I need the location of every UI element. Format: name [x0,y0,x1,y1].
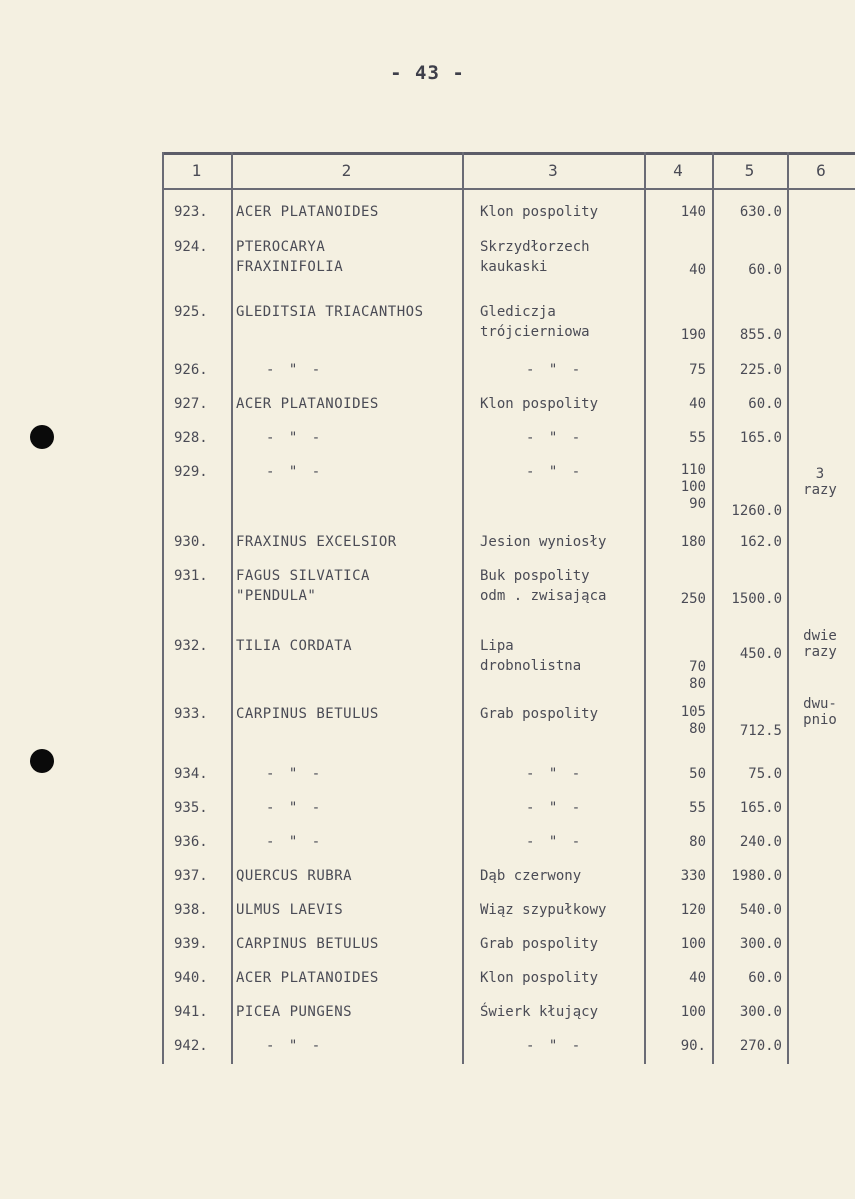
circumference [646,659,706,693]
latin-name-line: QUERCUS RUBRA [236,868,353,884]
circumference [646,1002,706,1022]
latin-name [236,934,460,954]
latin-name-line: - " - [266,430,324,446]
circumference-value: 180 [680,534,706,550]
latin-name-line: PICEA PUNGENS [236,1004,353,1020]
circumference-value: 190 [680,327,706,343]
punch-hole-top [30,425,54,449]
circumference-value: 100 [680,479,706,495]
row-number: 926. [174,362,208,378]
polish-name-line: Grab pospolity [480,706,599,722]
circumference [646,968,706,988]
circumference-value: 50 [689,766,706,782]
header-col-1: 1 [191,161,202,180]
tree-inventory-table [162,152,855,1064]
latin-name [236,636,460,656]
circumference [646,1036,706,1056]
volume: 165.0 [739,430,782,446]
polish-name-line: Glediczja [480,304,556,320]
circumference-value: 250 [680,591,706,607]
circumference-value: 90 [689,496,706,512]
remarks [792,466,848,498]
polish-name-line: - " - [526,430,584,446]
latin-name-line: GLEDITSIA TRIACANTHOS [236,304,424,320]
row-number: 941. [174,1004,208,1020]
latin-name [236,462,490,482]
remark-line: pnio [803,712,837,728]
remark-line: 3 [815,466,825,482]
row-number: 935. [174,800,208,816]
circumference [646,532,706,552]
polish-name [480,934,642,954]
polish-name [480,202,642,222]
polish-name-line: drobnolistna [480,658,582,674]
header-col-2: 2 [341,161,352,180]
column-divider [462,152,464,1064]
latin-name [236,394,460,414]
volume: 75.0 [748,766,782,782]
latin-name-line: TILIA CORDATA [236,638,353,654]
table-header-rule [162,188,855,190]
row-number: 924. [174,239,208,255]
latin-name [236,798,490,818]
row-number: 932. [174,638,208,654]
circumference-value: 90. [680,1038,706,1054]
latin-name [236,1002,460,1022]
circumference-value: 105 [680,704,706,720]
circumference-value: 80 [689,721,706,737]
polish-name [480,900,642,920]
circumference [646,900,706,920]
header-col-6: 6 [816,161,826,180]
column-divider [712,152,714,1064]
polish-name-line: Buk pospolity [480,568,590,584]
column-divider [162,152,164,1064]
row-number: 934. [174,766,208,782]
circumference-value: 140 [680,204,706,220]
latin-name [236,302,460,322]
latin-name-line: ACER PLATANOIDES [236,204,379,220]
polish-name [480,1002,642,1022]
column-divider [231,152,233,1064]
remark-line: dwu- [803,696,837,712]
polish-name-line: - " - [526,834,584,850]
row-number: 925. [174,304,208,320]
latin-name-line: ACER PLATANOIDES [236,970,379,986]
volume: 1260.0 [731,503,782,519]
polish-name-line: - " - [526,464,584,480]
polish-name-line: - " - [526,1038,584,1054]
latin-name-line: - " - [266,800,324,816]
polish-name-line: Świerk kłujący [480,1004,599,1020]
volume: 712.5 [739,723,782,739]
circumference-value: 40 [689,970,706,986]
row-number: 927. [174,396,208,412]
polish-name [480,394,642,414]
volume: 540.0 [739,902,782,918]
volume: 300.0 [739,1004,782,1020]
remark-line: razy [803,644,837,660]
latin-name [236,237,460,277]
row-number: 938. [174,902,208,918]
row-number: 937. [174,868,208,884]
latin-name [236,866,460,886]
polish-name-line: - " - [526,766,584,782]
row-number: 928. [174,430,208,446]
circumference-value: 40 [689,262,706,278]
remark-line: dwie [803,628,837,644]
polish-name [480,566,642,606]
column-divider [787,152,789,1064]
volume: 162.0 [739,534,782,550]
latin-name [236,704,460,724]
latin-name [236,900,460,920]
table-top-rule [162,152,855,155]
circumference [646,394,706,414]
latin-name [236,1036,490,1056]
latin-name-line: - " - [266,362,324,378]
circumference [646,325,706,345]
page-number: - 43 - [390,62,465,84]
latin-name-line: FRAXINUS EXCELSIOR [236,534,397,550]
volume: 450.0 [739,646,782,662]
latin-name [236,360,490,380]
polish-name-line: Jesion wyniosły [480,534,607,550]
polish-name [480,866,642,886]
volume: 270.0 [739,1038,782,1054]
row-number: 940. [174,970,208,986]
remark-line: razy [803,482,837,498]
header-col-4: 4 [673,161,683,180]
volume: 630.0 [739,204,782,220]
volume: 225.0 [739,362,782,378]
latin-name-line: PTEROCARYA [236,239,326,255]
circumference-value: 100 [680,1004,706,1020]
latin-name-line: FAGUS SILVATICA [236,568,370,584]
volume: 855.0 [739,327,782,343]
row-number: 931. [174,568,208,584]
latin-name-line: CARPINUS BETULUS [236,936,379,952]
polish-name-line: Skrzydłorzech [480,239,590,255]
circumference [646,934,706,954]
circumference [646,260,706,280]
polish-name-line: Wiąz szypułkowy [480,902,607,918]
latin-name-line: - " - [266,834,324,850]
latin-name [236,532,460,552]
header-col-3: 3 [548,161,558,180]
circumference-value: 55 [689,430,706,446]
circumference [646,202,706,222]
circumference [646,704,706,738]
volume: 1500.0 [731,591,782,607]
circumference-value: 110 [680,462,706,478]
circumference-value: 70 [689,659,706,675]
header-col-5: 5 [744,161,755,180]
circumference-value: 100 [680,936,706,952]
circumference-value: 120 [680,902,706,918]
circumference [646,798,706,818]
polish-name-line: trójcierniowa [480,324,590,340]
latin-name [236,764,490,784]
latin-name [236,832,490,852]
polish-name [480,532,642,552]
remarks [792,696,848,728]
row-number: 933. [174,706,208,722]
polish-name-line: - " - [526,800,584,816]
latin-name-line: - " - [266,464,324,480]
row-number: 930. [174,534,208,550]
circumference [646,462,706,513]
row-number: 936. [174,834,208,850]
polish-name [480,704,642,724]
circumference [646,832,706,852]
latin-name-line: CARPINUS BETULUS [236,706,379,722]
volume: 1980.0 [731,868,782,884]
latin-name-line: FRAXINIFOLIA [236,259,344,275]
row-number: 942. [174,1038,208,1054]
punch-hole-bottom [30,749,54,773]
circumference [646,866,706,886]
latin-name [236,968,460,988]
circumference-value: 80 [689,834,706,850]
polish-name-line: Klon pospolity [480,204,599,220]
row-number: 929. [174,464,208,480]
circumference [646,589,706,609]
volume: 240.0 [739,834,782,850]
row-number: 939. [174,936,208,952]
circumference [646,360,706,380]
latin-name [236,428,490,448]
latin-name-line: ACER PLATANOIDES [236,396,379,412]
circumference-value: 330 [680,868,706,884]
polish-name-line: kaukaski [480,259,548,275]
latin-name-line: - " - [266,766,324,782]
latin-name-line: ULMUS LAEVIS [236,902,344,918]
volume: 60.0 [748,262,782,278]
volume: 165.0 [739,800,782,816]
polish-name [480,968,642,988]
polish-name-line: Lipa [480,638,514,654]
polish-name-line: Klon pospolity [480,396,599,412]
volume: 300.0 [739,936,782,952]
latin-name-line: "PENDULA" [236,588,317,604]
circumference-value: 75 [689,362,706,378]
polish-name-line: odm . zwisająca [480,588,607,604]
remarks [792,628,848,660]
latin-name [236,202,460,222]
circumference-value: 80 [689,676,706,692]
circumference [646,428,706,448]
volume: 60.0 [748,396,782,412]
polish-name [480,302,642,342]
polish-name-line: Dąb czerwony [480,868,582,884]
polish-name [480,237,642,277]
polish-name-line: - " - [526,362,584,378]
row-number: 923. [174,204,208,220]
circumference [646,764,706,784]
polish-name-line: Klon pospolity [480,970,599,986]
volume: 60.0 [748,970,782,986]
circumference-value: 55 [689,800,706,816]
circumference-value: 40 [689,396,706,412]
polish-name [480,636,642,676]
latin-name [236,566,460,606]
polish-name-line: Grab pospolity [480,936,599,952]
latin-name-line: - " - [266,1038,324,1054]
